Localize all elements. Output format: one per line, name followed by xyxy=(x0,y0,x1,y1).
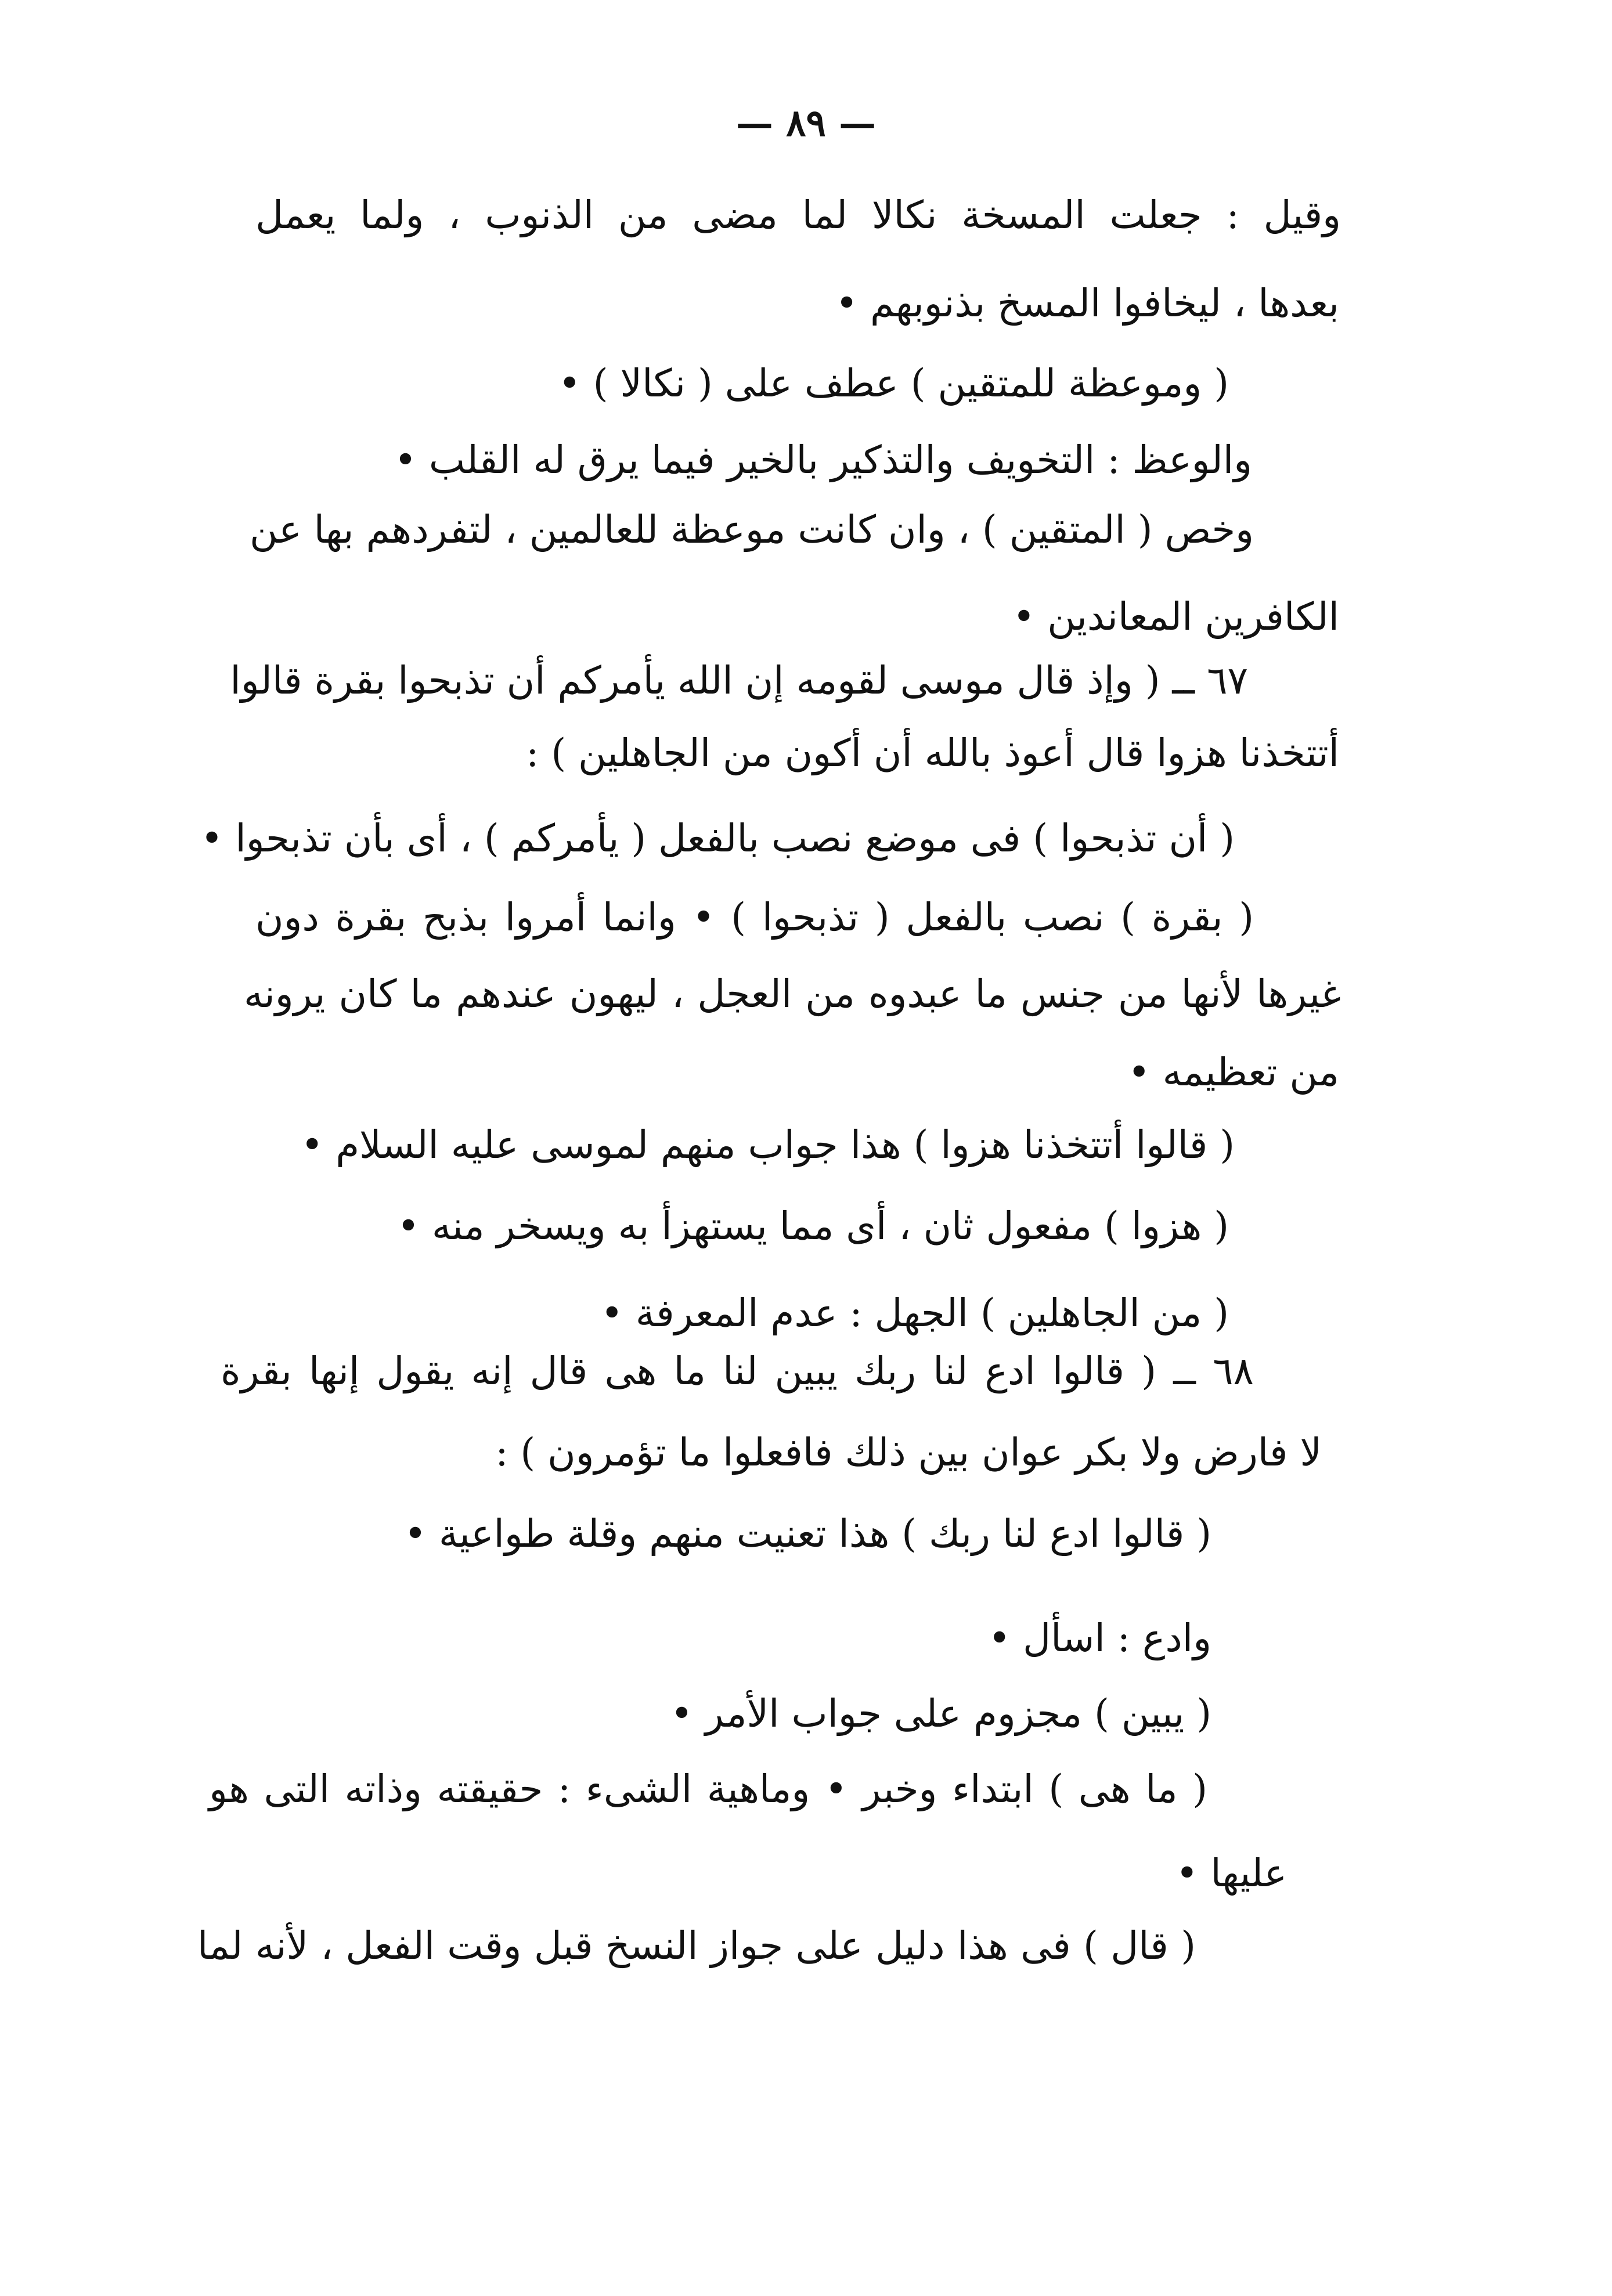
page-number: — ٨٩ — xyxy=(735,102,877,145)
text-line: وادع : اسأل • xyxy=(988,1616,1211,1660)
text-line: ( هزوا ) مفعول ثان ، أى مما يستهزأ به ويسخر منه • xyxy=(397,1204,1229,1248)
text-line: ( قال ) فى هذا دليل على جواز النسخ قبل وقت الفعل ، لأنه لما xyxy=(197,1923,1196,1968)
text-line: ٦٨ ــ ( قالوا ادع لنا ربك يبين لنا ما هى قال إنه يقول إنها بقرة xyxy=(221,1349,1254,1394)
text-line: غيرها لأنها من جنس ما عبدوه من العجل ، ليهون عندهم ما كان يرونه xyxy=(244,972,1341,1016)
text-line: ( من الجاهلين ) الجهل : عدم المعرفة • xyxy=(600,1291,1229,1335)
text-line: ( بقرة ) نصب بالفعل ( تذبحوا ) • وانما أمروا بذبح بقرة دون xyxy=(255,895,1254,940)
text-line: عليها • xyxy=(1175,1851,1287,1896)
text-line: ( يبين ) مجزوم على جواب الأمر • xyxy=(670,1691,1211,1736)
text-line: ( وموعظة للمتقين ) عطف على ( نكالا ) • xyxy=(558,361,1229,406)
text-line: ( ما هى ) ابتداء وخبر • وماهية الشىء : حقيقته وذاته التى هو xyxy=(209,1767,1207,1811)
text-line: ( أن تذبحوا ) فى موضع نصب بالفعل ( يأمركم ) ، أى بأن تذبحوا • xyxy=(200,816,1235,861)
text-line: أتتخذنا هزوا قال أعوذ بالله أن أكون من الجاهلين ) : xyxy=(526,731,1339,775)
text-line: وخص ( المتقين ) ، وان كانت موعظة للعالمين ، لتفردهم بها عن xyxy=(250,507,1254,552)
text-line: الكافرين المعاندين • xyxy=(1012,594,1339,639)
text-line: ( قالوا ادع لنا ربك ) هذا تعنيت منهم وقلة طواعية • xyxy=(403,1511,1211,1556)
text-line: ( قالوا أتتخذنا هزوا ) هذا جواب منهم لموسى عليه السلام • xyxy=(301,1122,1235,1167)
text-line: لا فارض ولا بكر عوان بين ذلك فافعلوا ما تؤمرون ) : xyxy=(495,1430,1322,1475)
text-line: والوعظ : التخويف والتذكير بالخير فيما يرق له القلب • xyxy=(394,438,1252,482)
text-line: من تعظيمه • xyxy=(1127,1050,1339,1095)
text-line: وقيل : جعلت المسخة نكالا لما مضى من الذنوب ، ولما يعمل xyxy=(255,193,1341,237)
text-line: ٦٧ ــ ( وإذ قال موسى لقومه إن الله يأمركم أن تذبحوا بقرة قالوا xyxy=(230,658,1248,703)
text-line: بعدها ، ليخافوا المسخ بذنوبهم • xyxy=(835,281,1339,326)
